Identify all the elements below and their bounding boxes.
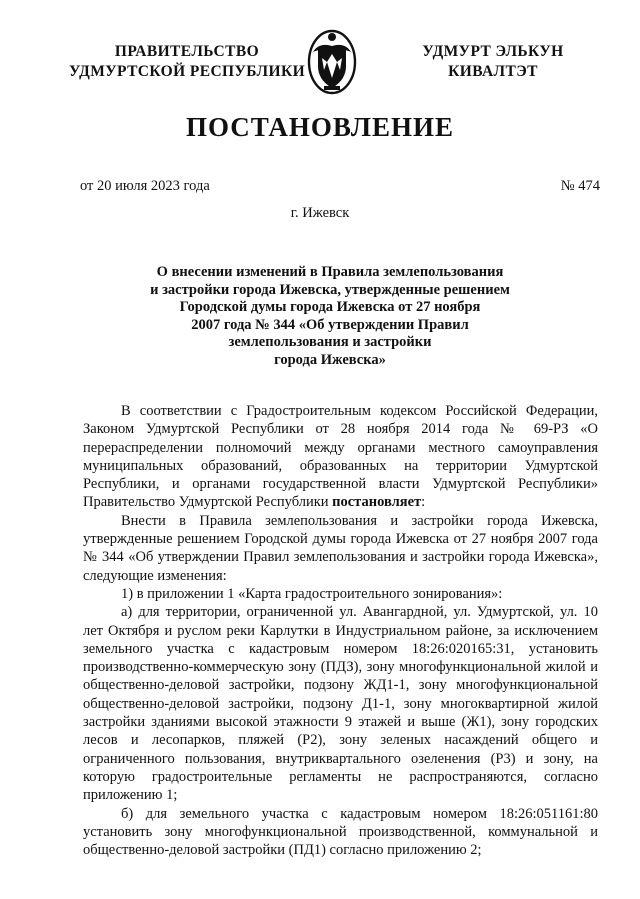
document-city: г. Ижевск <box>290 205 350 221</box>
preamble-end: : <box>421 494 426 511</box>
issuer-udmurt <box>398 42 588 82</box>
body-paragraph-amendment: Внести в Правила землепользования и застройки города Ижевска, утвержденные решением Городской думы города Ижевска от 27 ноября 2007 года № 344 «Об утверждении Правил землепользования и застройки города Ижевска», следующие изменения: <box>83 512 598 584</box>
document-subject <box>120 264 540 370</box>
document-body <box>83 402 598 859</box>
document-number: № 474 <box>560 178 600 194</box>
document-date: от 20 июля 2023 года <box>80 178 210 194</box>
body-paragraph-preamble <box>83 402 598 512</box>
issuer-russian-line1: ПРАВИТЕЛЬСТВО <box>114 43 260 60</box>
subject-line: города Ижевска» <box>274 351 386 368</box>
body-paragraph-item-1a: а) для территории, ограниченной ул. Авангардной, ул. Удмуртской, ул. 10 лет Октября и руслом реки Карлутки в Индустриальном районе, за исключением земельного участка с кадастровым номером 18:26:020165:31, установить производственно-коммерческую зону (ПДЗ), зону многофункциональной жилой и общественно-деловой застройки, подзону ЖД1-1, зону многофункциональной общественно-деловой застройки, подзону Д1-1, зону многоквартирной жилой застройки зданиями высокой этажности 9 этажей и выше (Ж1), зону городских лесов и лесопарков, пляжей (Р2), зону зеленых насаждений общего и ограниченного пользования, внутриквартального озеленения (Р3) и зону, на которую градостроительные регламенты не распространяются, согласно приложению 1; <box>83 604 598 804</box>
issuer-udmurt-line1: УДМУРТ ЭЛЬКУН <box>422 43 564 60</box>
body-paragraph-item-1b: б) для земельного участка с кадастровым номером 18:26:051161:80 установить зону многофункциональной производственной, коммунальной и общественно-деловой застройки (ПД1) согласно приложению 2; <box>83 805 598 859</box>
subject-line: О внесении изменений в Правила землепользования <box>156 264 504 280</box>
issuer-russian-line2: УДМУРТСКОЙ РЕСПУБЛИКИ <box>68 63 306 80</box>
preamble-decision-word: постановляет <box>332 494 422 511</box>
body-paragraph-item-1: 1) в приложении 1 «Карта градостроительного зонирования»: <box>121 585 503 602</box>
issuer-russian <box>62 42 312 82</box>
subject-line: 2007 года № 344 «Об утверждении Правил <box>191 316 469 333</box>
issuer-udmurt-line2: КИВАЛТЭТ <box>448 63 538 80</box>
republic-emblem-icon <box>307 28 357 96</box>
document-type-title: ПОСТАНОВЛЕНИЕ <box>185 112 455 142</box>
subject-line: и застройки города Ижевска, утвержденные решением <box>150 281 510 298</box>
preamble-text: В соответствии с Градостроительным кодексом Российской Федерации, Законом Удмуртской Республики от 28 ноября 2014 года № 69-РЗ «О перераспределении полномочий между органами местного самоуправления муниципальных образований, образованных на территории Удмуртской Республики, и органами государственной власти Удмуртской Республики» Правительство Удмуртской Республики <box>83 403 598 511</box>
subject-line: Городской думы города Ижевска от 27 ноября <box>179 299 481 316</box>
date-number-line <box>80 178 600 195</box>
subject-line: землепользования и застройки <box>228 334 432 351</box>
